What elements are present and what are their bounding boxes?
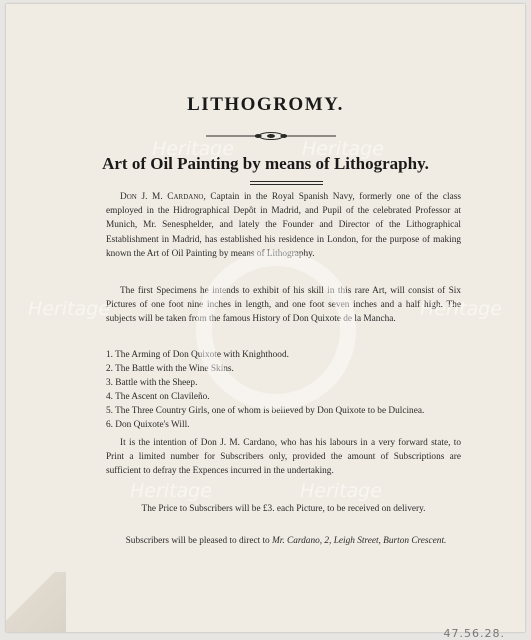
list-item: 2. The Battle with the Wine Skins. [106,364,234,374]
list-item: 4. The Ascent on Clavileño. [106,392,210,402]
document-sheet [6,4,525,632]
ornament-divider-icon [206,131,336,141]
author-name: Don J. M. Cardano [120,192,204,202]
specimens-paragraph: The first Specimens he intends to exhibit of his skill in this rare Art, will consist of Six Pictures of one foot nine inches in length, and one foot seven inches and a half high. The subjects will be taken from the famous History of Don Quixote de la Mancha. [106,286,461,325]
watermark-label: Heritage [28,298,110,320]
headline: LITHOGROMY. [187,94,344,115]
intention-paragraph: It is the intention of Don J. M. Cardano, who has his labours in a very forward state, to Print a limited number for Subscribers only, provided the amount of Subscriptions are sufficient to defray the Expences incurred in the undertaking. [106,438,461,477]
price-line: The Price to Subscribers will be £3. each Picture, to be received on delivery. [141,504,426,514]
divider-rule [250,181,323,182]
direct-prefix: Subscribers will be pleased to direct to [125,536,270,546]
list-item: 5. The Three Country Girls, one of whom is believed by Don Quixote to be Dulcinea. [106,406,425,416]
catalog-number: 47.56.28. [443,627,505,640]
watermark-label: Heritage [152,138,234,160]
pictures-list [106,348,466,432]
intro-paragraph [106,190,461,261]
paper-stain [6,572,66,632]
subtitle: Art of Oil Painting by means of Lithography. [102,154,429,173]
intro-body: , Captain in the Royal Spanish Navy, formerly one of the class employed in the Hidrographical Depôt in Madrid, and Pupil of the celebrated Professor at Munich, Mr. Senesphelder, and lately the Founder and Director of the Lithographical Establishment in Madrid, has established his residence in London, for the purpose of making known the Art of Oil Painting by means of Lithography. [106,192,461,259]
watermark-label: Heritage [302,138,384,160]
list-item: 1. The Arming of Don Quixote with Knighthood. [106,350,289,360]
list-item: 3. Battle with the Sheep. [106,378,198,388]
direct-address: Mr. Cardano, 2, Leigh Street, Burton Crescent. [272,536,447,546]
direct-line [106,536,466,546]
watermark-label: Heritage [130,480,212,502]
list-item: 6. Don Quixote's Will. [106,420,190,430]
watermark-label: Heritage [300,480,382,502]
divider-rule [250,184,323,185]
watermark-label: Heritage [420,298,502,320]
